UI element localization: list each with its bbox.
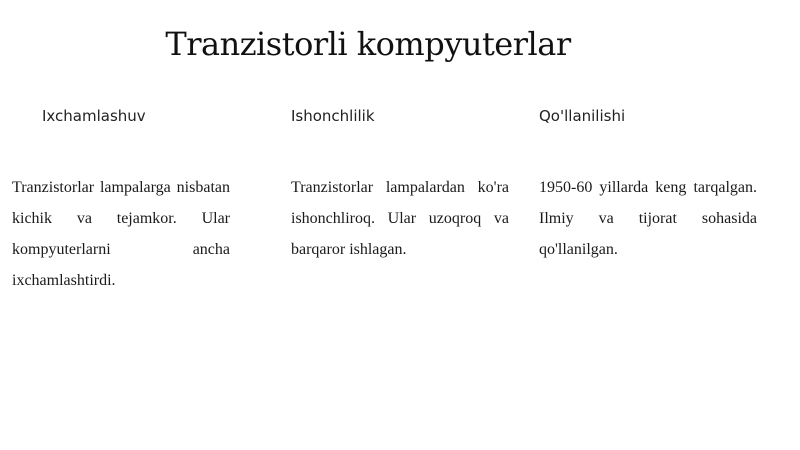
column-heading-usage: Qo'llanilishi [539, 107, 626, 125]
column-body-reliability: Tranzistorlar lampalardan ko'ra ishonchliroq. Ular uzoqroq va barqaror ishlagan. [291, 179, 509, 258]
column-heading-reliability: Ishonchlilik [291, 107, 375, 125]
slide-title: Tranzistorli kompyuterlar [165, 25, 571, 63]
column-heading-compactness: Ixchamlashuv [42, 107, 146, 125]
column-body-usage: 1950-60 yillarda keng tarqalgan. Ilmiy va tijorat sohasida qo'llanilgan. [539, 179, 757, 258]
column-reliability [291, 100, 509, 265]
column-usage [539, 100, 757, 265]
column-body-compactness: Tranzistorlar lampalarga nisbatan kichik va tejamkor. Ular kompyuterlarni ancha ixchamlashtirdi. [12, 179, 230, 289]
column-compactness [12, 100, 230, 296]
